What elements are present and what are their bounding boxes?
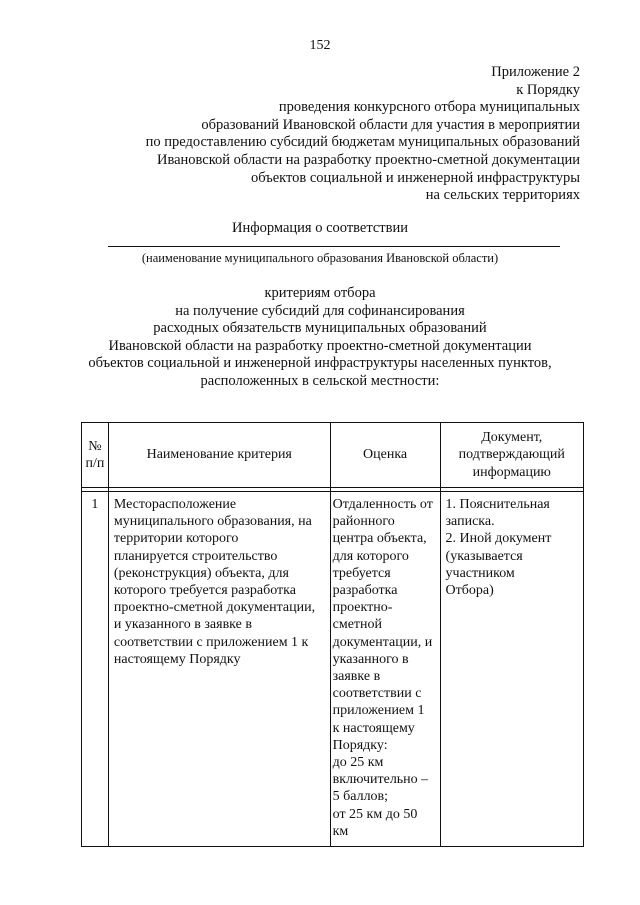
appendix-line: к Порядку	[516, 81, 580, 98]
municipality-name-caption: (наименование муниципального образования Ивановской области)	[141, 251, 499, 265]
appendix-line: на сельских территориях	[425, 187, 580, 204]
appendix-heading	[60, 64, 580, 205]
appendix-line: по предоставлению субсидий бюджетам муниципальных образований	[145, 134, 580, 151]
info-title: Информация о соответствии	[231, 220, 409, 236]
appendix-line: Приложение 2	[491, 64, 580, 80]
appendix-line: образований Ивановской области для участия в мероприятии	[201, 116, 580, 133]
table-row	[82, 492, 584, 847]
criteria-line: объектов социальной и инженерной инфраструктуры населенных пунктов,	[88, 355, 552, 371]
criteria-heading	[0, 285, 640, 390]
header-document: Документ, подтверждающий информацию	[440, 423, 583, 488]
criteria-line: Ивановской области на разработку проектно-сметной документации	[108, 337, 532, 354]
header-criterion-name: Наименование критерия	[108, 423, 330, 488]
document-cell: 1. Пояснительная записка. 2. Иной документ (указывается участником Отбора)	[440, 492, 583, 847]
row-number: 1	[82, 492, 109, 847]
table-header-row	[82, 423, 584, 488]
appendix-line: Ивановской области на разработку проектно-сметной документации	[156, 151, 580, 168]
criteria-line: расходных обязательств муниципальных образований	[153, 320, 487, 336]
page-number: 152	[309, 38, 331, 53]
criterion-name-cell: Месторасположение муниципального образования, на территории которого планируется строительство (реконструкция) объекта, для которого требуется разработка проектно-сметной документации, и указанного в заявке в соответствии с приложением 1 к настоящему Порядку	[108, 492, 330, 847]
municipality-name-blank-line	[108, 246, 560, 247]
criteria-line: на получение субсидий для софинансирования	[175, 302, 465, 319]
evaluation-cell: Отдаленность от районного центра объекта, для которого требуется разработка проектно- сметной документации, и указанного в заявке в соответствии с приложением 1 к настоящему Порядку: до 25 км включительно – 5 баллов; от 25 км до 50 км	[330, 492, 440, 847]
appendix-line: объектов социальной и инженерной инфраструктуры	[250, 169, 580, 186]
criteria-table	[81, 422, 584, 847]
appendix-line: проведения конкурсного отбора муниципальных	[278, 99, 580, 116]
criteria-line: расположенных в сельской местности:	[200, 372, 440, 389]
header-num: № п/п	[82, 423, 109, 488]
criteria-line: критериям отбора	[264, 285, 376, 301]
header-evaluation: Оценка	[330, 423, 440, 488]
